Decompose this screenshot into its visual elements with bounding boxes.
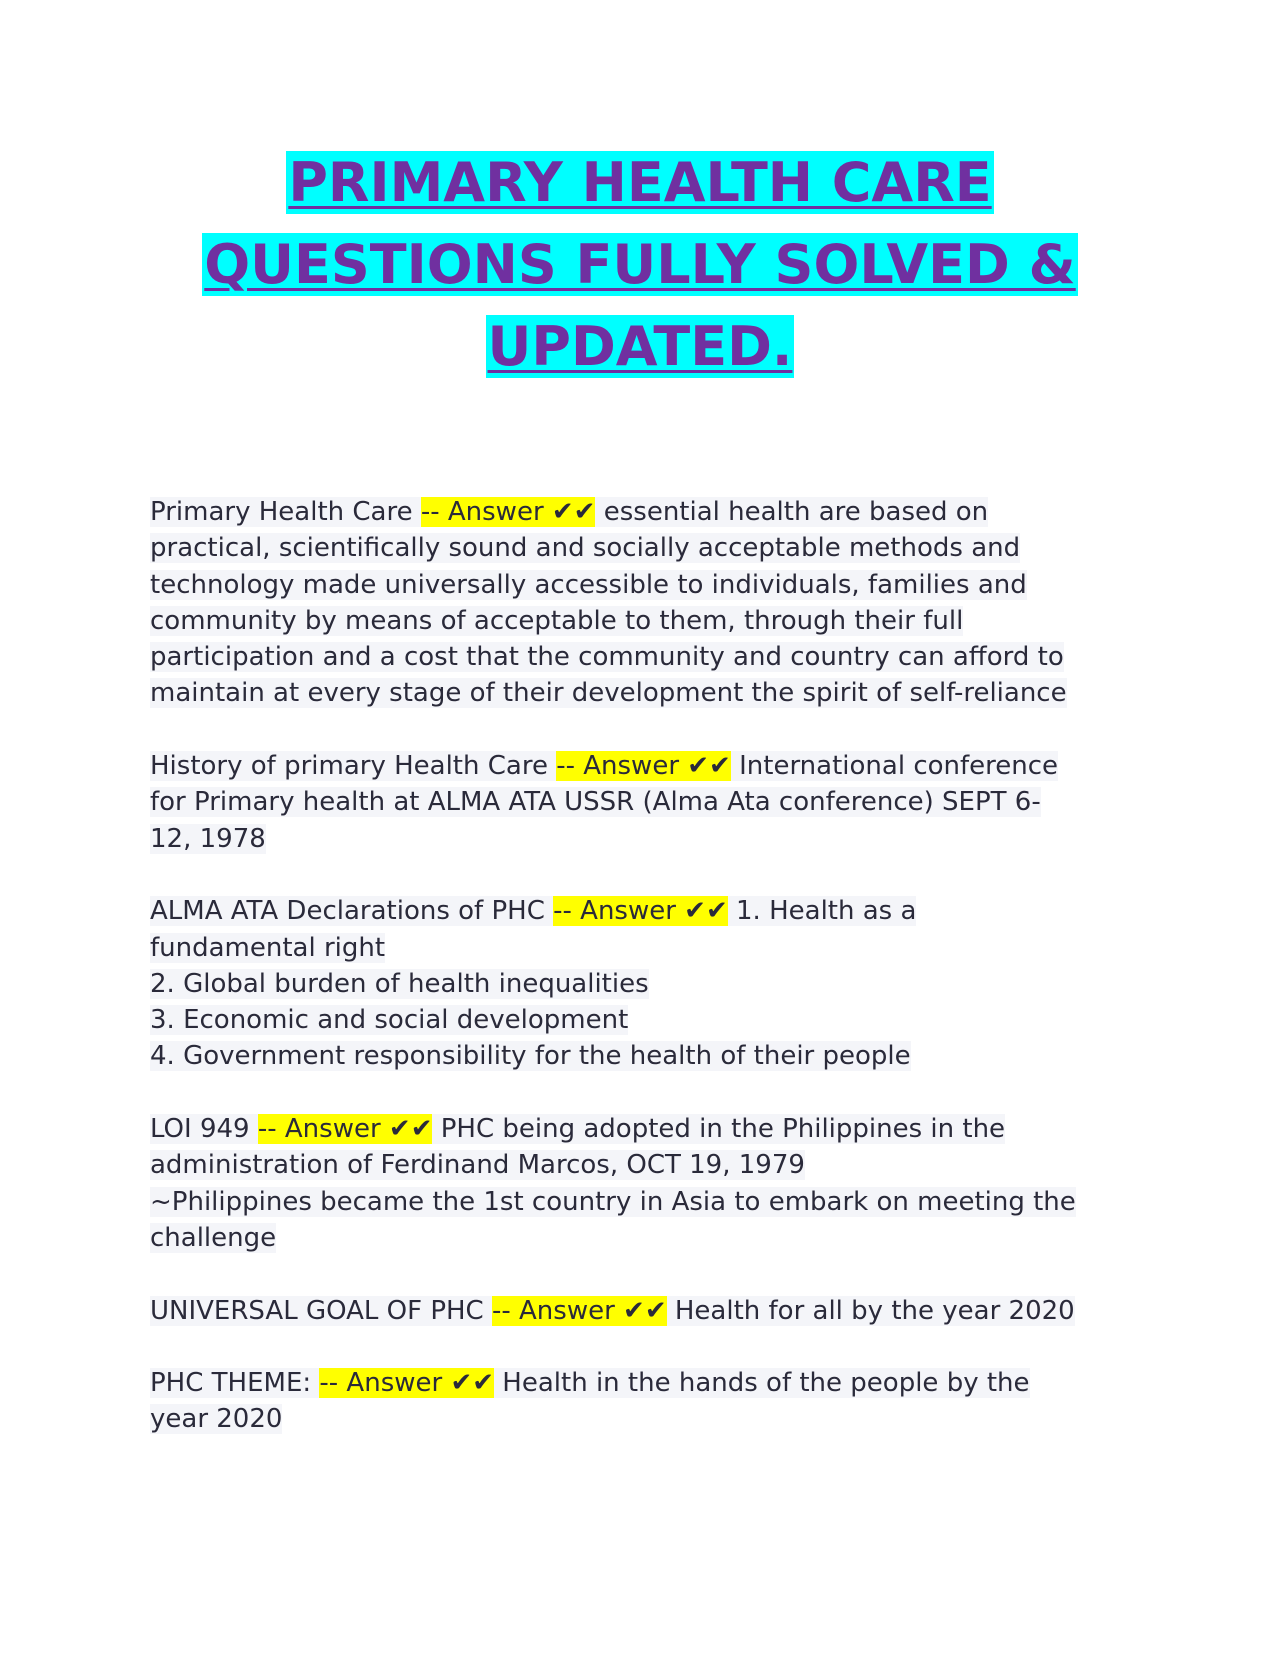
answer-text: PHC being adopted in the Philippines in the	[440, 1114, 1006, 1145]
line-text	[150, 1296, 1075, 1326]
line-text: community by means of acceptable to them, through their full	[150, 605, 964, 636]
answer-text: Health for all by the year 2020	[674, 1295, 1075, 1326]
document-title	[150, 142, 1130, 388]
question-term: ALMA ATA Declarations of PHC	[150, 896, 545, 927]
title-line-text: QUESTIONS FULLY SOLVED &	[204, 233, 1076, 296]
title-line	[150, 142, 1130, 224]
answer-continuation-line	[150, 1220, 1130, 1256]
answer-marker: -- Answer ✔✔	[553, 896, 728, 927]
answer-continuation-line	[150, 1184, 1130, 1220]
answer-continuation-line	[150, 1038, 1130, 1074]
qa-item	[150, 748, 1130, 857]
line-text	[150, 1114, 1005, 1144]
answer-continuation-line	[150, 530, 1130, 566]
answer-continuation-line	[150, 1002, 1130, 1038]
answer-text: Health in the hands of the people by the	[502, 1368, 1030, 1399]
question-term: Primary Health Care	[150, 497, 413, 527]
line-text: technology made universally accessible to individuals, families and	[150, 569, 1027, 600]
question-term: History of primary Health Care	[150, 751, 548, 782]
answer-marker: -- Answer ✔✔	[420, 497, 596, 527]
line-text: 4. Government responsibility for the health of their people	[150, 1041, 911, 1072]
line-text: challenge	[150, 1222, 277, 1253]
question-term: PHC THEME:	[150, 1368, 312, 1399]
qa-first-line	[150, 1111, 1130, 1147]
answer-text: essential health are based on	[603, 497, 989, 527]
answer-continuation-line	[150, 675, 1130, 711]
line-text: ~Philippines became the 1st country in Asia to embark on meeting the	[150, 1186, 1076, 1217]
line-text	[150, 1368, 1030, 1398]
answer-marker: -- Answer ✔✔	[257, 1114, 433, 1145]
qa-item	[150, 893, 1130, 1074]
qa-first-line	[150, 748, 1130, 784]
answer-continuation-line	[150, 966, 1130, 1002]
title-line	[150, 306, 1130, 388]
line-text	[150, 751, 1058, 781]
answer-continuation-line	[150, 1147, 1130, 1183]
line-text: year 2020	[150, 1404, 283, 1435]
line-text: for Primary health at ALMA ATA USSR (Alma Ata conference) SEPT 6-	[150, 787, 1041, 818]
line-text: 2. Global burden of health inequalities	[150, 968, 649, 999]
line-text	[150, 497, 988, 527]
answer-marker: -- Answer ✔✔	[319, 1368, 495, 1399]
qa-item	[150, 1111, 1130, 1256]
title-line-text: UPDATED.	[487, 315, 793, 378]
answer-continuation-line	[150, 784, 1130, 820]
answer-continuation-line	[150, 567, 1130, 603]
line-text	[150, 896, 916, 926]
qa-first-line	[150, 494, 1130, 530]
answer-continuation-line	[150, 930, 1130, 966]
line-text: practical, scientifically sound and socially acceptable methods and	[150, 533, 1021, 564]
answer-text: 1. Health as a	[736, 896, 917, 927]
answer-marker: -- Answer ✔✔	[556, 751, 731, 782]
qa-item	[150, 1293, 1130, 1329]
title-line-text: PRIMARY HEALTH CARE	[288, 151, 992, 214]
title-line	[150, 224, 1130, 306]
line-text: maintain at every stage of their development the spirit of self-reliance	[150, 678, 1067, 709]
qa-first-line	[150, 893, 1130, 929]
line-text: administration of Ferdinand Marcos, OCT 19, 1979	[150, 1150, 805, 1181]
answer-continuation-line	[150, 1401, 1130, 1437]
qa-list	[150, 494, 1130, 1474]
line-text: 12, 1978	[150, 823, 266, 854]
question-term: LOI 949	[150, 1114, 250, 1145]
answer-text: International conference	[739, 751, 1059, 782]
line-text: 3. Economic and social development	[150, 1005, 629, 1036]
qa-item	[150, 494, 1130, 712]
line-text: fundamental right	[150, 932, 386, 963]
line-text: participation and a cost that the community and country can afford to	[150, 642, 1064, 673]
answer-continuation-line	[150, 603, 1130, 639]
qa-first-line	[150, 1293, 1130, 1329]
qa-first-line	[150, 1365, 1130, 1401]
answer-marker: -- Answer ✔✔	[491, 1295, 667, 1326]
answer-continuation-line	[150, 821, 1130, 857]
answer-continuation-line	[150, 639, 1130, 675]
question-term: UNIVERSAL GOAL OF PHC	[150, 1295, 484, 1326]
qa-item	[150, 1365, 1130, 1438]
